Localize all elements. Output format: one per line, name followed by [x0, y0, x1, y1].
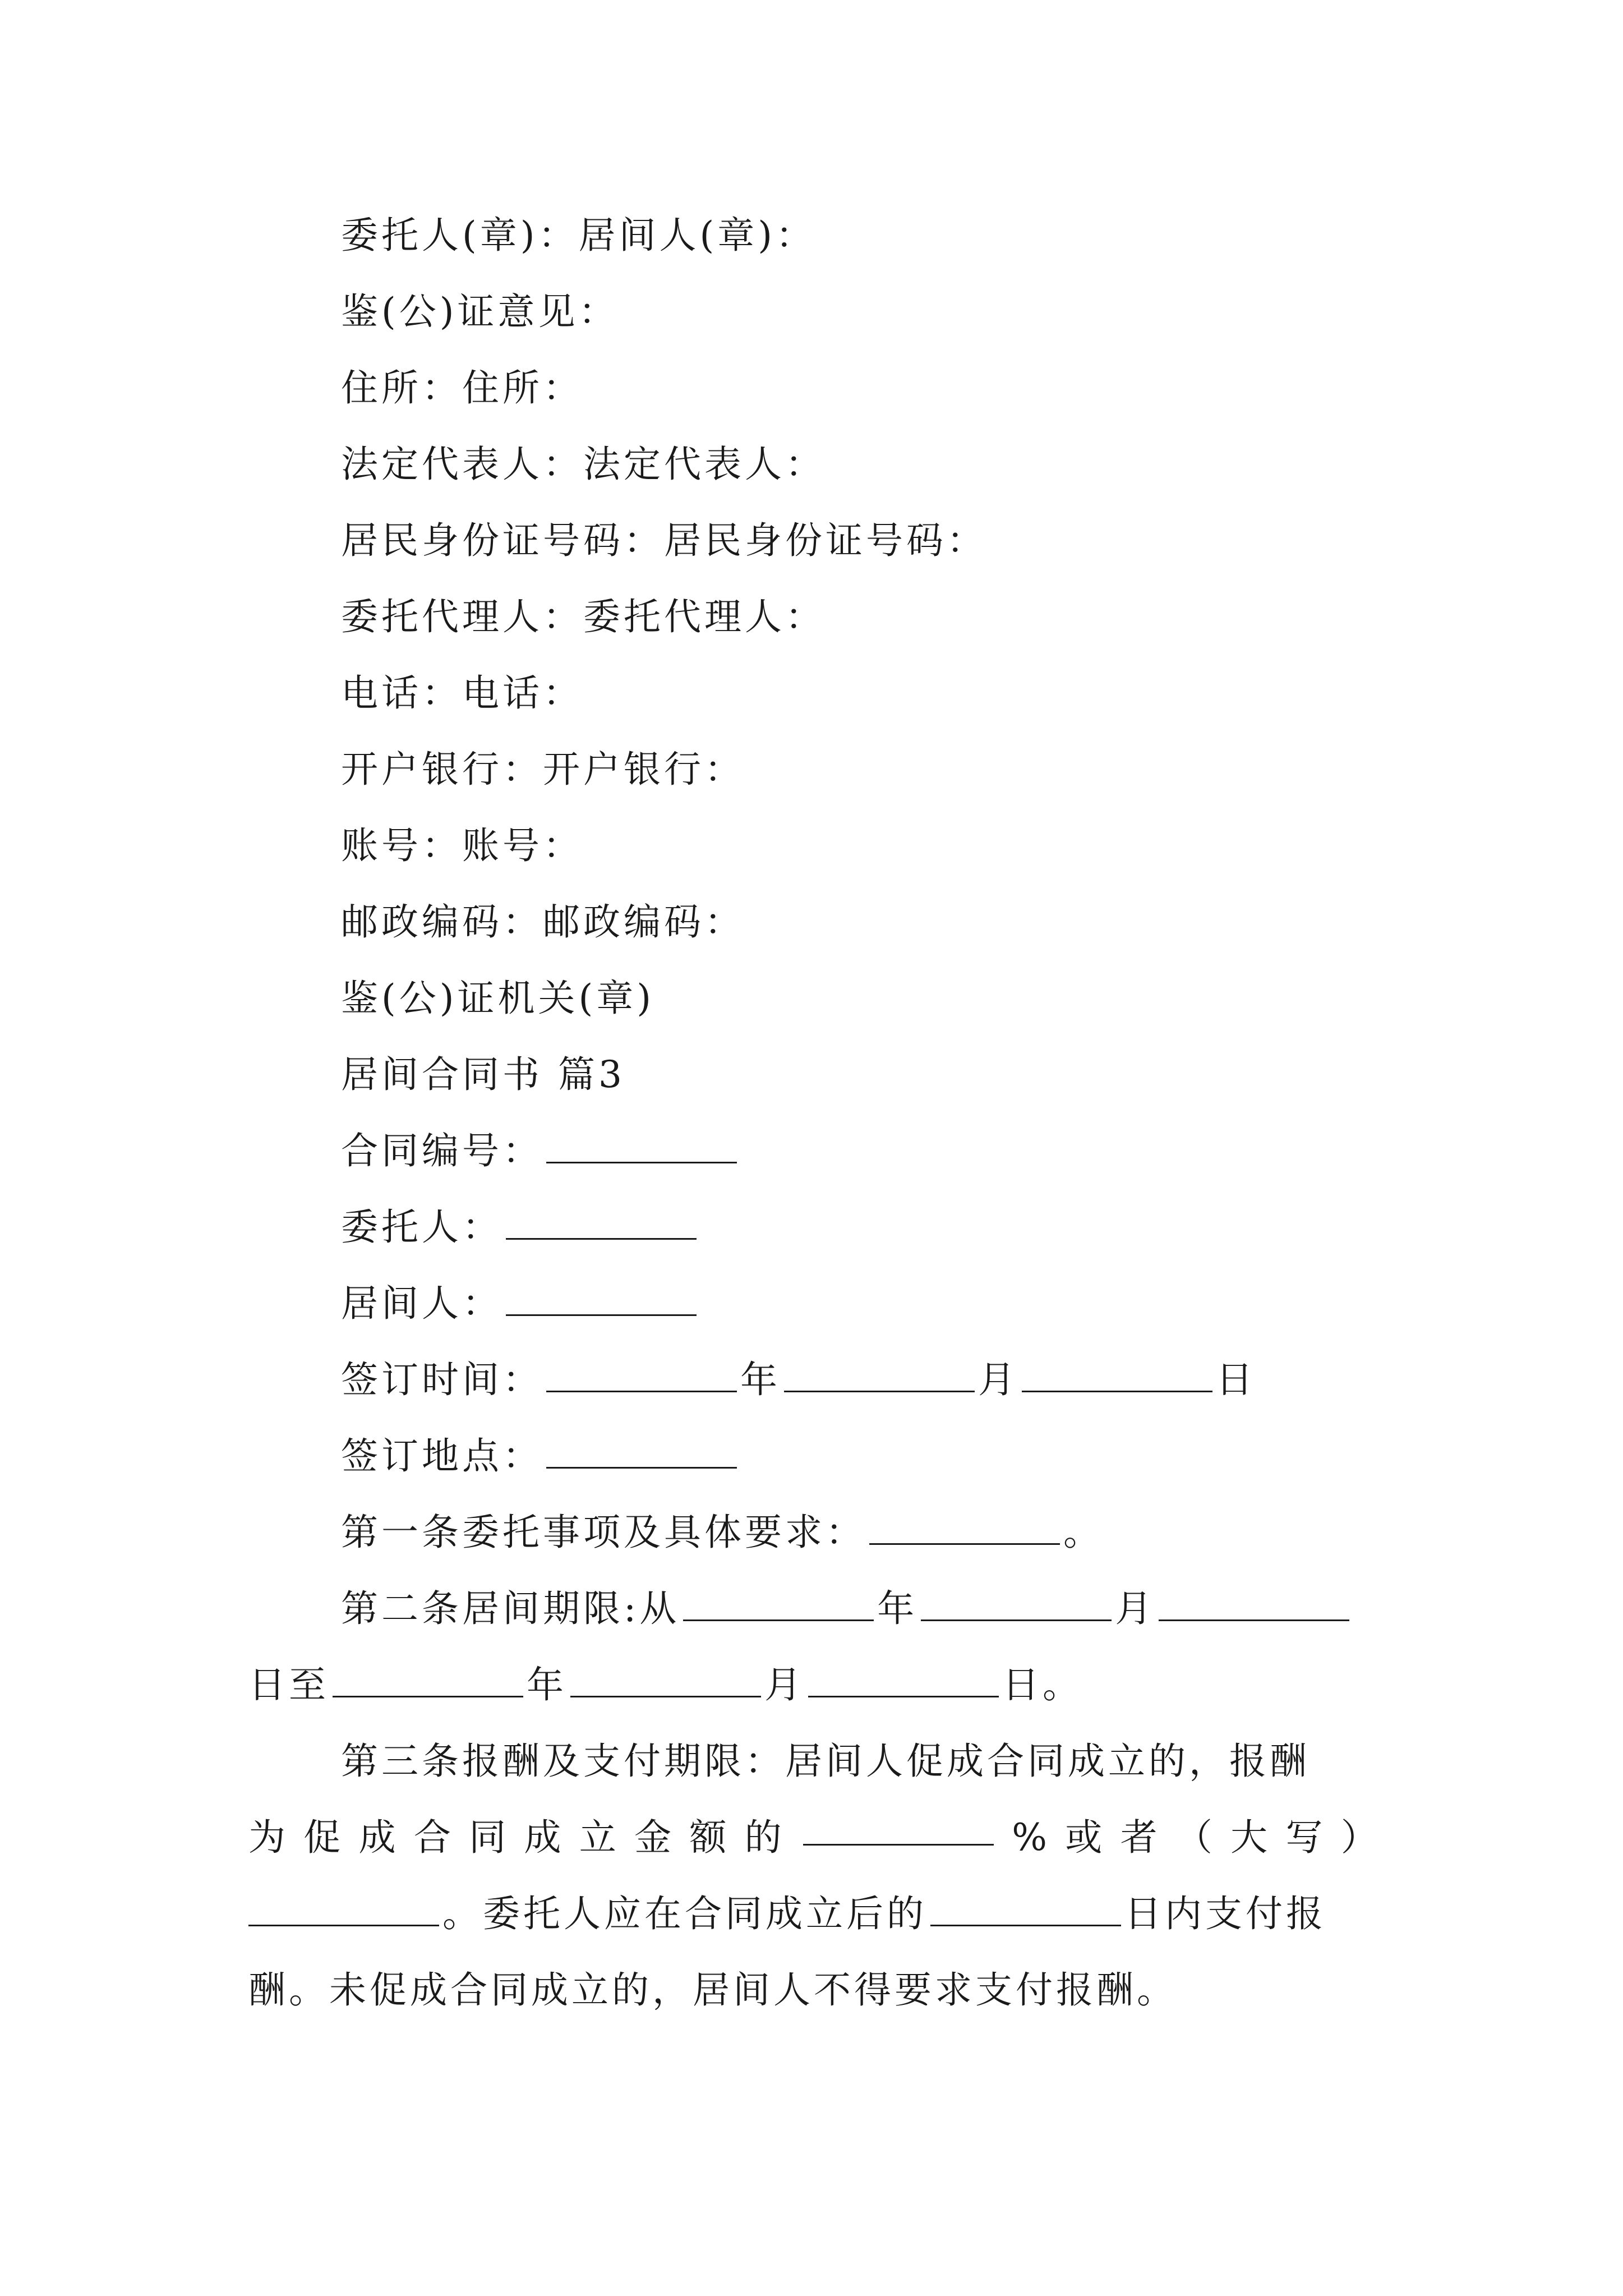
from-day-blank [1159, 1588, 1349, 1621]
article-three-cont3-line: 酬。未促成合同成立的，居间人不得要求支付报酬。 [248, 1968, 1177, 2012]
from-year-blank [683, 1588, 874, 1621]
to-month-blank [570, 1664, 761, 1697]
bank-line: 开户银行：开户银行： [341, 748, 745, 791]
signing-place-blank [546, 1435, 737, 1469]
from-year-text: 年 [877, 1587, 918, 1630]
justified-char: 者 [1120, 1816, 1161, 1859]
justified-char: （ [1175, 1816, 1216, 1859]
to-year-blank [333, 1664, 523, 1697]
justified-char: 成 [358, 1816, 399, 1859]
signing-place-line [341, 1431, 740, 1481]
justified-char: ） [1340, 1816, 1381, 1859]
article-one-blank [869, 1512, 1060, 1545]
notary-seal-line: 鉴(公)证机关(章) [341, 977, 654, 1020]
justified-char: 金 [634, 1816, 675, 1859]
principal-line [341, 1202, 700, 1253]
justified-char: 促 [303, 1816, 344, 1859]
uppercase-amount-blank [248, 1893, 439, 1926]
section-heading: 居间合同书 篇3 [341, 1053, 625, 1096]
justified-char: 同 [469, 1816, 510, 1859]
justified-char: 为 [248, 1816, 289, 1859]
article-one-line [341, 1507, 1104, 1558]
article-two-line [341, 1584, 1353, 1634]
justified-char: 立 [579, 1816, 620, 1859]
day-text: 日 [1216, 1358, 1256, 1401]
article-two-cont-line [248, 1660, 1381, 1710]
address-line: 住所：住所： [341, 366, 583, 409]
to-year-text: 年 [527, 1663, 567, 1706]
from-month-blank [921, 1588, 1112, 1621]
intermediary-blank [506, 1283, 697, 1316]
article-one-end: 。 [1063, 1511, 1104, 1554]
justified-char: 写 [1285, 1816, 1326, 1859]
to-day-text: 日。 [1002, 1663, 1083, 1706]
notary-opinion-line: 鉴(公)证意见： [341, 290, 619, 333]
day-blank [1022, 1359, 1212, 1392]
justified-char: 大 [1230, 1816, 1271, 1859]
to-month-text: 月 [764, 1663, 805, 1706]
justified-char: 成 [524, 1816, 565, 1859]
year-blank [546, 1359, 737, 1392]
signing-date-line [341, 1355, 1256, 1405]
signing-place-label: 签订地点： [341, 1434, 543, 1478]
contract-number-label: 合同编号： [341, 1129, 543, 1172]
to-day-blank [808, 1664, 999, 1697]
contract-number-blank [546, 1130, 737, 1163]
principal-blank [506, 1207, 697, 1240]
account-line: 账号：账号： [341, 824, 583, 867]
month-text: 月 [978, 1358, 1018, 1401]
postcode-line: 邮政编码：邮政编码： [341, 900, 745, 944]
justified-char: 的 [744, 1816, 785, 1859]
justified-char: 或 [1065, 1816, 1106, 1859]
to-text: 日至 [248, 1663, 329, 1706]
article-three-line: 第三条报酬及支付期限：居间人促成合同成立的，报酬 [341, 1740, 1310, 1783]
id-number-line: 居民身份证号码：居民身份证号码： [341, 519, 987, 562]
justified-char: 额 [689, 1816, 730, 1859]
percentage-blank [803, 1812, 994, 1846]
article-one-text: 第一条委托事项及具体要求： [341, 1511, 866, 1554]
agent-line: 委托代理人：委托代理人： [341, 595, 826, 638]
month-blank [784, 1359, 975, 1392]
phone-line: 电话：电话： [341, 671, 583, 715]
contract-number-line [341, 1126, 740, 1176]
justified-char: % [1012, 1816, 1050, 1859]
payment-text-end: 日内支付报 [1124, 1892, 1326, 1935]
intermediary-line [341, 1278, 700, 1329]
signature-line-parties: 委托人(章)：居间人(章)： [341, 214, 816, 257]
article-three-cont-line [248, 1812, 1381, 1863]
payment-text: 。委托人应在合同成立后的 [442, 1892, 927, 1935]
payment-days-blank [930, 1893, 1121, 1926]
year-text: 年 [740, 1358, 781, 1401]
principal-label: 委托人： [341, 1205, 502, 1249]
intermediary-label: 居间人： [341, 1282, 502, 1325]
article-two-text: 第二条居间期限:从 [341, 1587, 680, 1630]
signing-date-label: 签订时间： [341, 1358, 543, 1401]
legal-rep-line: 法定代表人：法定代表人： [341, 443, 826, 486]
spread-text [248, 1812, 1381, 1863]
article-three-cont2-line [248, 1889, 1381, 1939]
from-month-text: 月 [1115, 1587, 1156, 1630]
justified-char: 合 [413, 1816, 454, 1859]
